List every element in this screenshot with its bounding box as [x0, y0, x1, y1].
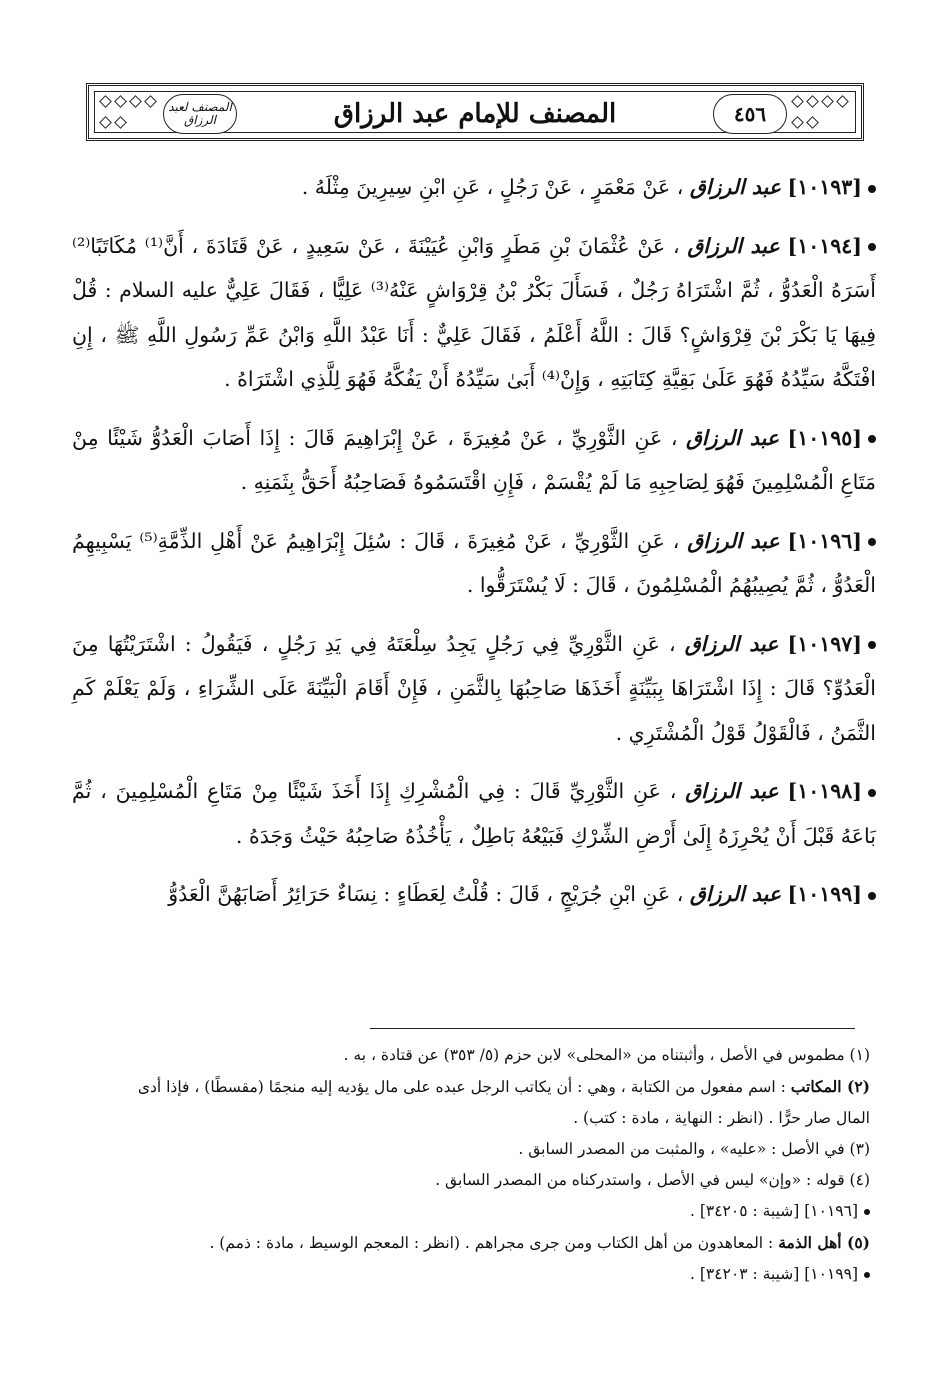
footnote-divider: [370, 1028, 855, 1029]
footnote-text: [١٠١٩٦] [شيبة : ٣٤٢٠٥] .: [690, 1202, 858, 1220]
seal-text: المصنف لعبد الرزاق: [168, 100, 232, 127]
footnote-text: (١) مطموس في الأصل ، وأثبتناه من «المحلى» لابن حزم (٥/ ٣٥٣) عن قتادة ، به .: [343, 1046, 870, 1064]
hadith-paragraph: [72, 622, 880, 756]
footnote: [110, 1040, 870, 1071]
ornament-left-icon: [99, 94, 159, 134]
hadith-number: [١٠١٩٧]: [787, 631, 862, 656]
hadith-paragraph: [72, 872, 880, 917]
hadith-number: [١٠١٩٥]: [787, 425, 862, 450]
bullet-icon: [864, 1272, 870, 1278]
footnote-text: [١٠١٩٩] [شيبة : ٣٤٢٠٣] .: [690, 1265, 858, 1283]
footnote-text: : اسم مفعول من الكتابة ، وهي : أن يكاتب الرجل عبده على مال يؤديه إليه منجمًا (مقسطًا) ، فإذا أدى المال صار حرًّا . (انظر : النهاية ، مادة : كتب) .: [137, 1078, 870, 1127]
bullet-icon: [868, 243, 876, 251]
bullet-icon: [864, 1209, 870, 1215]
bullet-icon: [868, 789, 876, 797]
page-number: ٤٥٦: [733, 102, 767, 126]
hadith-number: [١٠١٩٦]: [787, 528, 862, 553]
hadith-number: [١٠١٩٤]: [787, 233, 862, 258]
hadith-author: عبد الرزاق: [685, 779, 779, 803]
hadith-author: عبد الرزاق: [687, 528, 780, 553]
footnotes: [110, 1040, 870, 1290]
bullet-icon: [868, 185, 876, 193]
hadith-text: ، عَنِ الثَّوْرِيِّ ، عَنْ مُغِيرَةَ ، قَالَ : سُئِلَ إِبْرَاهِيمُ عَنْ أَهْلِ الذِّمَّةِ⁽⁵⁾ يَسْبِيهِمُ الْعَدُوُّ ، ثُمَّ يُصِيبُهُمُ الْمُسْلِمُونَ ، قَالَ : لَا يُسْتَرَقُّوا .: [72, 528, 876, 597]
footnote: [110, 1227, 870, 1259]
hadith-author: عبد الرزاق: [689, 175, 781, 199]
reference-line: [110, 1196, 870, 1227]
hadith-paragraph: [72, 165, 880, 210]
footnote-text: : المعاهدون من أهل الكتاب ومن جرى مجراهم . (انظر : المعجم الوسيط ، مادة : ذمم) .: [209, 1234, 774, 1252]
hadith-text: ، عَنِ ابْنِ جُرَيْجٍ ، قَالَ : قُلْتُ لِعَطَاءٍ : نِسَاءٌ حَرَائِرُ أَصَابَهُنَّ الْعَدُوُّ: [168, 882, 684, 906]
hadith-paragraph: [72, 224, 880, 402]
book-title: المصنف للإمام عبد الرزاق: [333, 99, 617, 129]
bullet-icon: [868, 892, 876, 900]
hadith-text: ، عَنِ الثَّوْرِيِّ ، عَنْ مُغِيرَةَ ، عَنْ إِبْرَاهِيمَ قَالَ : إِذَا أَصَابَ الْعَدُوُّ شَيْئًا مِنْ مَتَاعِ الْمُسْلِمِينَ فَهُوَ لِصَاحِبِهِ مَا لَمْ يُقْسَمْ ، فَإِنِ اقْتَسَمُوهُ فَصَاحِبُهُ أَحَقُّ بِثَمَنِهِ .: [72, 425, 876, 494]
hadith-text: ، عَنْ عُثْمَانَ بْنِ مَطَرٍ وَابْنِ عُيَيْنَةَ ، عَنْ سَعِيدٍ ، عَنْ قَتَادَةَ ، أَنَّ⁽¹⁾ مُكَاتَبًا⁽²⁾ أَسَرَهُ الْعَدُوُّ ، ثُمَّ اشْتَرَاهُ رَجُلٌ ، فَسَأَلَ بَكْرُ بْنُ قِرْوَاشٍ عَنْهُ⁽³⁾ عَلِيًّا ، فَقَالَ عَلِيٌّ عليه السلام : قُلْ فِيهَا يَا بَكْرَ بْنَ قِرْوَاشٍ؟ قَالَ : اللَّهُ أَعْلَمُ ، فَقَالَ عَلِيٌّ : أَنَا عَبْدُ اللَّهِ وَابْنُ عَمِّ رَسُولِ اللَّهِ ﷺ ، إِنِ افْتَكَّهُ سَيِّدُهُ فَهُوَ عَلَىٰ بَقِيَّةِ كِتَابَتِهِ ، وَإِنْ⁽⁴⁾ أَبَىٰ سَيِّدُهُ أَنْ يَفُكَّهُ فَهُوَ لِلَّذِي اشْتَرَاهُ .: [72, 233, 876, 391]
page-number-badge: [713, 94, 787, 134]
bullet-icon: [868, 435, 876, 443]
hadith-paragraph: [72, 519, 880, 608]
hadith-author: عبد الرزاق: [689, 882, 781, 906]
bullet-icon: [868, 641, 876, 649]
hadith-paragraph: [72, 769, 880, 858]
hadith-text: ، عَنِ الثَّوْرِيِّ فِي رَجُلٍ يَجِدُ سِلْعَتَهُ فِي يَدِ رَجُلٍ ، فَيَقُولُ : اشْتَرَيْتُهَا مِنَ الْعَدُوِّ؟ قَالَ : إِذَا اشْتَرَاهَا بِبَيِّنَةٍ أَخَذَهَا صَاحِبُهَا بِالثَّمَنِ ، فَإِنْ أَقَامَ الْبَيِّنَةَ عَلَى الشِّرَاءِ ، وَلَمْ يَعْلَمْ كَمِ الثَّمَنُ ، فَالْقَوْلُ قَوْلُ الْمُشْتَرِي .: [72, 631, 876, 745]
footnote-text: (٣) في الأصل : «عليه» ، والمثبت من المصدر السابق .: [518, 1140, 870, 1158]
ornament-right-icon: [791, 94, 851, 134]
page-header: [86, 83, 864, 141]
seal-badge: [163, 94, 237, 134]
hadith-paragraph: [72, 416, 880, 505]
hadith-number: [١٠١٩٣]: [787, 175, 862, 199]
hadith-text: ، عَنِ الثَّوْرِيِّ قَالَ : فِي الْمُشْرِكِ إِذَا أَخَذَ شَيْئًا مِنْ مَتَاعِ الْمُسْلِمِينَ ، ثُمَّ بَاعَهُ قَبْلَ أَنْ يُحْرِزَهُ إِلَىٰ أَرْضِ الشِّرْكِ فَبَيْعُهُ بَاطِلٌ ، يَأْخُذُهُ صَاحِبُهُ حَيْثُ وَجَدَهُ .: [72, 779, 876, 848]
footnote: [110, 1165, 870, 1196]
main-text: [72, 165, 880, 931]
footnote: [110, 1134, 870, 1165]
hadith-text: ، عَنْ مَعْمَرٍ ، عَنْ رَجُلٍ ، عَنِ ابْنِ سِيرِينَ مِثْلَهُ .: [301, 175, 684, 199]
bullet-icon: [868, 538, 876, 546]
hadith-author: عبد الرزاق: [685, 425, 780, 450]
hadith-author: عبد الرزاق: [684, 631, 779, 656]
reference-line: [110, 1259, 870, 1290]
footnote-text: (٤) قوله : «وإن» ليس في الأصل ، واستدركناه من المصدر السابق .: [435, 1171, 870, 1189]
footnote: [110, 1071, 870, 1134]
hadith-number: [١٠١٩٨]: [787, 779, 862, 803]
hadith-author: عبد الرزاق: [687, 233, 780, 258]
footnote-term: (٢) المكاتب: [790, 1077, 870, 1096]
footnote-term: (٥) أهل الذمة: [778, 1233, 870, 1252]
hadith-number: [١٠١٩٩]: [787, 882, 862, 906]
